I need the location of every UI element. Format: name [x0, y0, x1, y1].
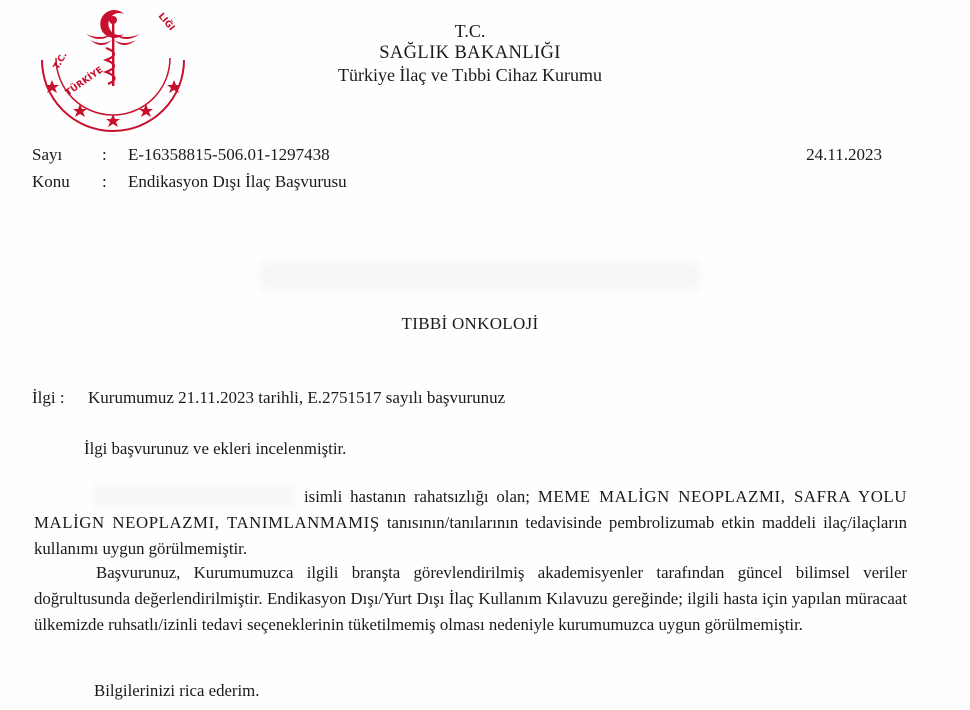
paragraph-decision: [34, 484, 907, 562]
reference-label: İlgi :: [32, 388, 65, 407]
diagnoses-text: MEME MALİGN NEOPLAZMI, SAFRA YOLU MALİGN NEOPLAZMI, TANIMLANMAMIŞ: [34, 487, 907, 532]
document-date: 24.11.2023: [806, 145, 882, 164]
konu-row: [32, 168, 347, 195]
sayi-value: E-16358815-506.01-1297438: [128, 145, 330, 164]
evaluation-text: Başvurunuz, Kurumumuzca ilgili branşta görevlendirilmiş akademisyenler tarafından güncel bilimsel veriler doğrultusunda değerlendirilmiştir. Endikasyon Dışı/Yurt Dışı İlaç Kullanım Kılavuzu gereğinde; ilgili hasta için yapılan müracaat ülkemizde ruhsatlı/izinli tedavi seçeneklerinin tüketilmemiş olması nedeniyle kurumumuzca uygun görülmemiştir.: [34, 563, 907, 634]
svg-text:TÜRKİYE: TÜRKİYE: [63, 65, 106, 99]
reference-text: Kurumumuz 21.11.2023 tarihli, E.2751517 sayılı başvurunuz: [88, 388, 506, 407]
konu-colon: :: [102, 172, 107, 191]
paragraph-evaluation: [34, 560, 907, 638]
agency-name: Türkiye İlaç ve Tıbbi Cihaz Kurumu: [337, 65, 603, 85]
sayi-label: Sayı: [32, 145, 63, 164]
konu-value: Endikasyon Dışı İlaç Başvurusu: [128, 172, 347, 191]
reference-line: [32, 388, 505, 408]
letterhead: [260, 20, 680, 86]
country-name: T.C.: [454, 21, 486, 41]
paragraph-review: İlgi başvurunuz ve ekleri incelenmiştir.: [84, 439, 347, 458]
ministry-name: SAĞLIK BAKANLIĞI: [379, 43, 561, 63]
document-meta: [32, 141, 347, 195]
redacted-recipient: [260, 262, 700, 290]
sayi-row: [32, 141, 347, 168]
sayi-colon: :: [102, 145, 107, 164]
closing-line: Bilgilerinizi rica ederim.: [94, 681, 260, 700]
ministry-seal-logo: [28, 0, 198, 136]
svg-text:LIĞI: LIĞI: [155, 11, 177, 34]
svg-text:T.C.: T.C.: [51, 50, 70, 72]
decision-intro: isimli hastanın rahatsızlığı olan;: [304, 487, 538, 506]
department-title: TIBBİ ONKOLOJİ: [401, 314, 539, 333]
decision-rest: tanısının/tanılarının tedavisinde pembrolizumab etkin maddeli ilaç/ilaçların kullanımı uygun görülmemiştir.: [34, 513, 907, 558]
konu-label: Konu: [32, 172, 70, 191]
